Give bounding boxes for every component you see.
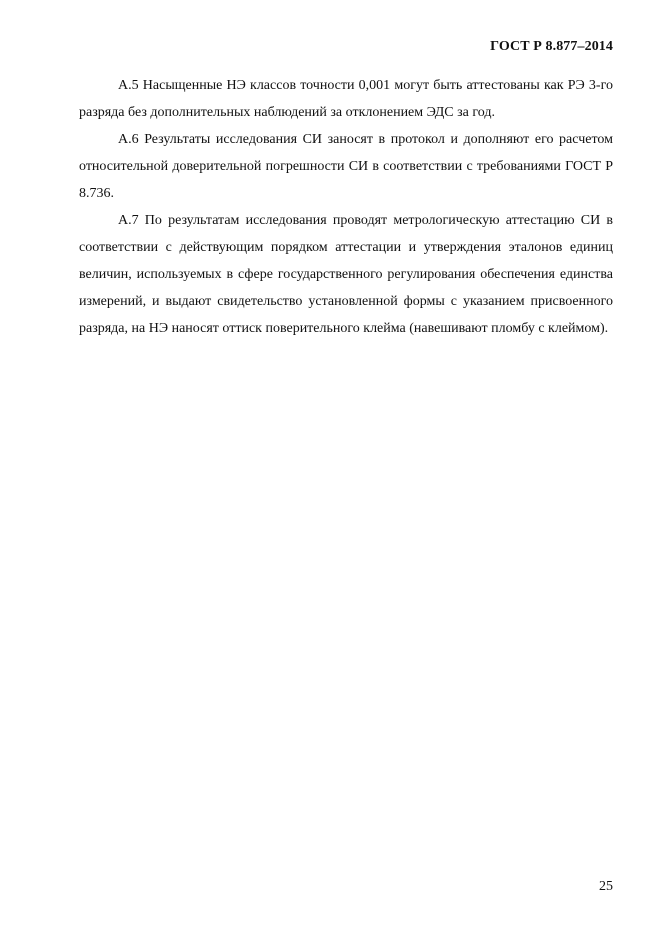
document-header: ГОСТ Р 8.877–2014: [490, 39, 613, 54]
paragraph-a7: А.7 По результатам исследования проводят метрологическую аттестацию СИ в соответствии с действующим порядком аттестации и утверждения эталонов единиц величин, используемых в сфере государственного регулирования обеспечения единства измерений, и выдают свидетельство установленной формы с указанием присвоенного разряда, на НЭ наносят оттиск поверительного клейма (навешивают пломбу с клеймом).: [79, 213, 613, 336]
paragraph-a6: А.6 Результаты исследования СИ заносят в протокол и дополняют его расчетом относительной доверительной погрешности СИ в соответствии с требованиями ГОСТ Р 8.736.: [79, 132, 613, 201]
paragraph-a5: А.5 Насыщенные НЭ классов точности 0,001 могут быть аттестованы как РЭ 3-го разряда без дополнительных наблюдений за отклонением ЭДС за год.: [79, 78, 613, 120]
page-number: 25: [599, 879, 613, 894]
document-body: [79, 72, 613, 342]
